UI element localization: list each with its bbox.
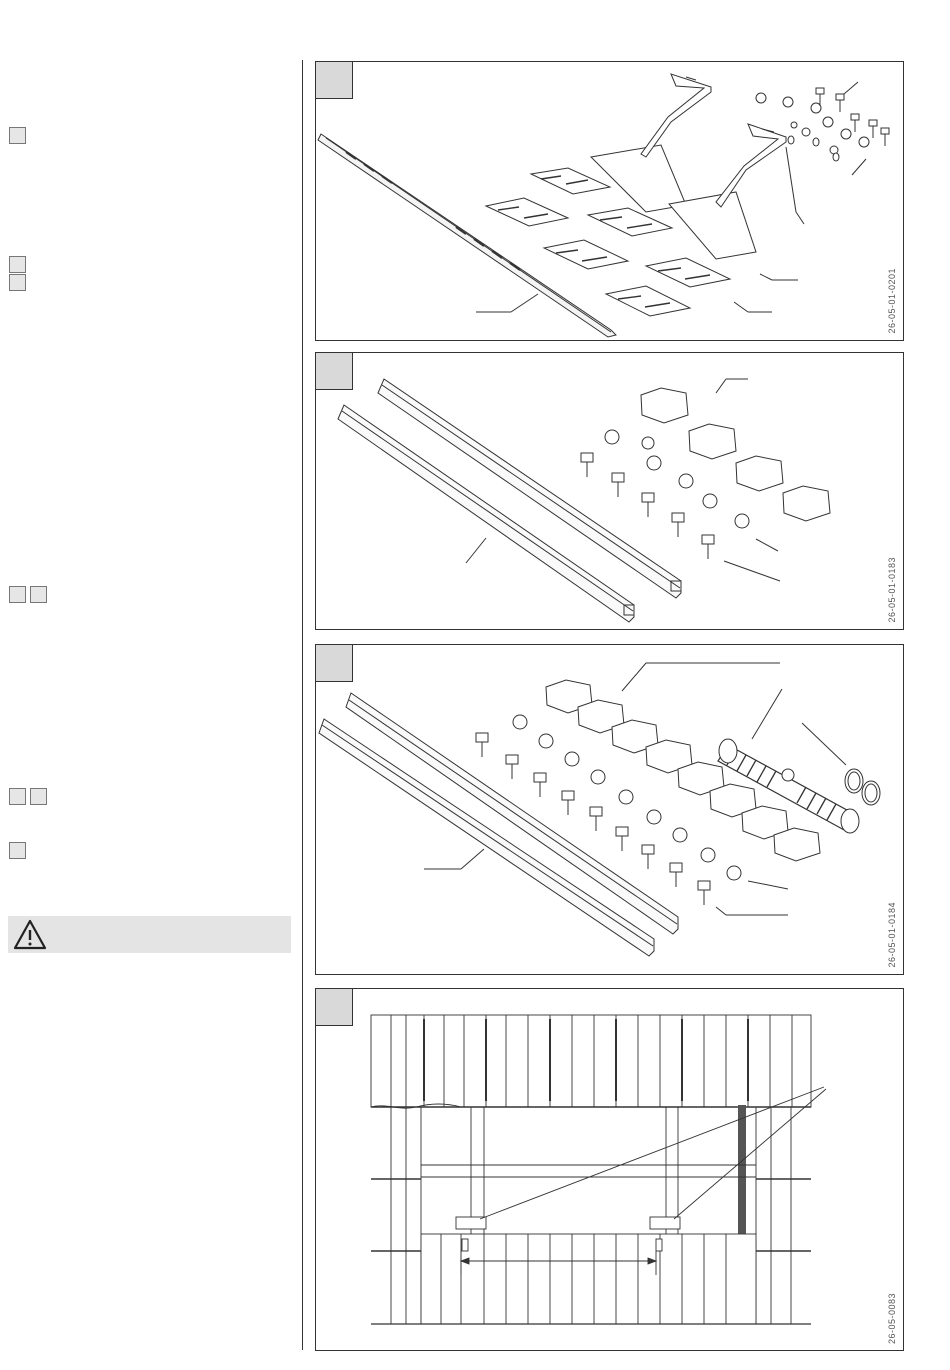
step-marker — [9, 256, 26, 273]
step-marker — [9, 788, 26, 805]
figure-drawing — [316, 645, 904, 975]
figure-panel-hook-kit — [315, 61, 904, 341]
figure-tab — [315, 61, 353, 99]
figure-tab — [315, 352, 353, 390]
figure-code: 26-05-0083 — [887, 1292, 897, 1344]
figure-drawing — [316, 989, 904, 1351]
column-divider — [302, 60, 303, 1350]
figure-code: 26-05-01-0184 — [887, 902, 897, 968]
step-marker — [9, 274, 26, 291]
warning-triangle-icon — [12, 918, 48, 952]
figure-panel-rail-kit-large — [315, 644, 904, 975]
figure-code: 26-05-01-0201 — [887, 268, 897, 334]
step-marker — [30, 586, 47, 603]
figure-drawing — [316, 62, 904, 341]
step-marker — [9, 842, 26, 859]
figure-tab — [315, 988, 353, 1026]
step-marker — [9, 127, 26, 144]
figure-code: 26-05-01-0183 — [887, 557, 897, 623]
figure-panel-rail-kit-small — [315, 352, 904, 630]
figure-tab — [315, 644, 353, 682]
instruction-column — [0, 0, 300, 1370]
figure-panel-roof-installation — [315, 988, 904, 1351]
step-marker — [30, 788, 47, 805]
figure-drawing — [316, 353, 904, 630]
step-marker — [9, 586, 26, 603]
warning-bar — [8, 916, 291, 953]
